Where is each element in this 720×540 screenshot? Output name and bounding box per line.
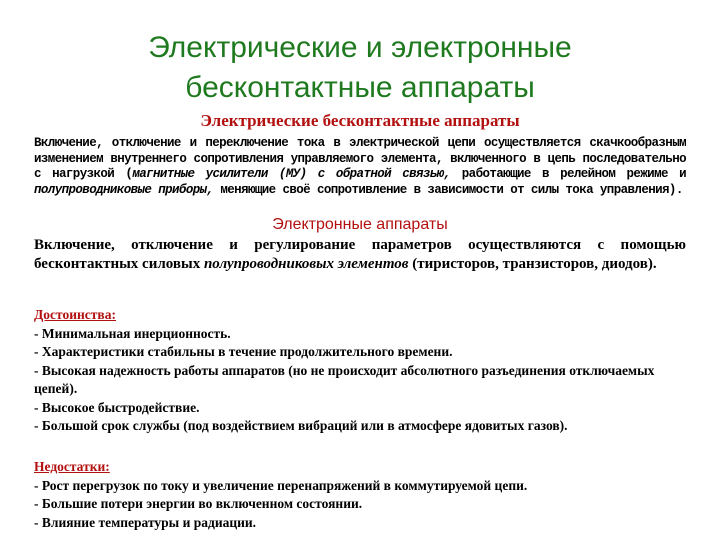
disadvantage-item: - Большие потери энергии во включенном состоянии. [34,496,363,511]
advantage-item: - Минимальная инерционность. [34,325,231,341]
section2-text-part1: Включение, отключение и регулирование параметров осуществляются с помощью бесконтактных силовых [34,237,686,272]
section1-text-italic1: магнитные усилители (МУ) с обратной связью, [132,167,451,181]
advantage-item: - Высокая надежность работы аппаратов (но не происходит абсолютного разъединения отключаемых цепей). [34,362,655,396]
section2-text-italic: полупроводниковых элементов [203,255,409,272]
section1-text-part1: Включение, отключение и переключение тока в электрической цепи осуществляется скачкообразным изменением внутреннего сопротивления управляемого элемента, включенного в цепь последовательно с нагрузкой ( [34,136,686,181]
title-line-2: бесконтактные аппараты [185,71,535,104]
section2-text-part2: (тиристоров, транзисторов, диодов). [408,255,657,272]
section1-text-italic2: полупроводниковые приборы, [34,182,214,197]
disadvantages-heading: Недостатки: [34,459,110,474]
title-line-1: Электрические и электронные [148,31,572,64]
disadvantages-block [34,458,694,532]
section1-text-part2: работающие в релейном режиме и [450,167,686,181]
section2-text [34,236,686,273]
disadvantage-item: - Влияние температуры и радиации. [34,514,257,530]
advantages-heading: Достоинства: [34,307,116,322]
advantage-item: - Большой срок службы (под воздействием вибраций или в атмосфере ядовитых газов). [34,418,568,433]
disadvantage-item: - Рост перегрузок по току и увеличение перенапряжений в коммутируемой цепи. [34,477,528,493]
advantage-item: - Высокое быстродействие. [34,399,200,415]
section2-heading: Электронные аппараты [272,216,448,233]
advantage-item: - Характеристики стабильны в течение продолжительного времени. [34,344,453,359]
section1-text [34,136,686,198]
slide-title [40,28,680,108]
advantages-block [34,306,694,436]
section1-heading: Электрические бесконтактные аппараты [200,111,520,130]
section1-text-part3: меняющие своё сопротивление в зависимости от силы тока управления). [213,182,683,197]
